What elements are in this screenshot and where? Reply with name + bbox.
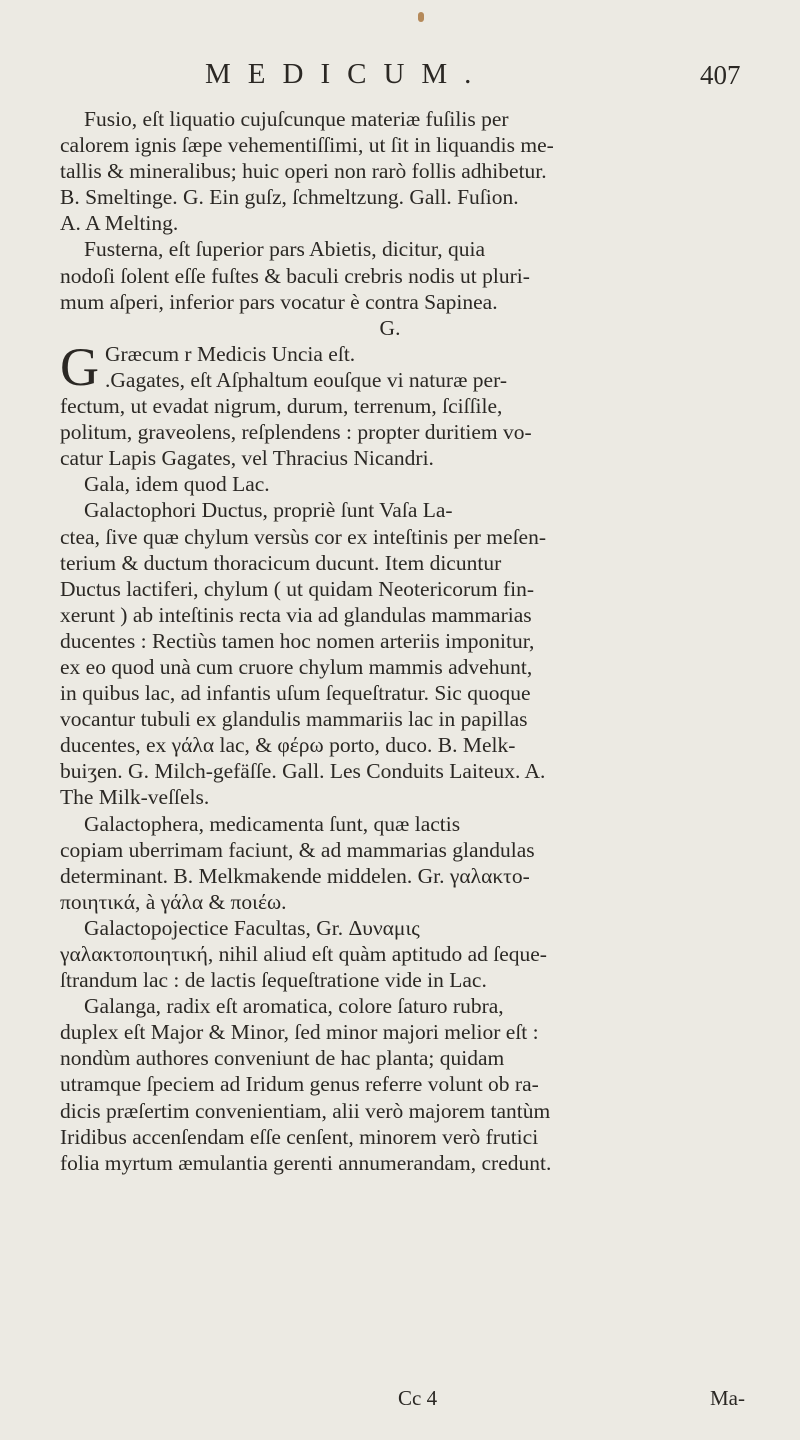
text-line: Galactophera, medicamenta ſunt, quæ lactis [84, 811, 461, 836]
text-line: ducentes : Rectiùs tamen hoc nomen arteriis imponitur, [60, 628, 535, 653]
text-line: Iridibus accenſendam eſſe cenſent, minorem verò frutici [60, 1124, 539, 1149]
text-line: ſtrandum lac : de lactis ſequeſtratione vide in Lac. [60, 968, 487, 993]
text-line: calorem ignis ſæpe vehementiſſimi, ut ſit in liquandis me- [60, 133, 554, 158]
text-line: politum, graveolens, reſplendens : propter duritiem vo- [60, 420, 532, 445]
text-line: The Milk-veſſels. [60, 785, 210, 810]
text-line: Galanga, radix eſt aromatica, colore ſaturo rubra, [84, 994, 504, 1019]
text-line: .Gagates, eſt Aſphaltum eouſque vi naturæ per- [105, 367, 507, 392]
text-line: Ductus lactiferi, chylum ( ut quidam Neotericorum fin- [60, 576, 535, 601]
text-line: fectum, ut evadat nigrum, durum, terrenum, ſciſſile, [60, 394, 503, 419]
text-line: utramque ſpeciem ad Iridum genus referre volunt ob ra- [60, 1072, 539, 1097]
drop-cap: G [60, 336, 99, 397]
text-line: copiam uberrimam faciunt, & ad mammarias glandulas [60, 837, 535, 862]
text-line: Fusio, eſt liquatio cujuſcunque materiæ fuſilis per [84, 107, 509, 131]
text-line: dicis præſertim convenientiam, alii verò majorem tantùm [60, 1098, 551, 1123]
text-line: ex eo quod unà cum cruore chylum mammis advehunt, [60, 654, 533, 679]
text-line: nodoſi ſolent eſſe fuſtes & baculi crebris nodis ut pluri- [60, 263, 530, 288]
catchword: Ma- [710, 1386, 745, 1410]
text-line: mum aſperi, inferior pars vocatur è contra Sapinea. [60, 289, 498, 314]
text-line: duplex eſt Major & Minor, ſed minor majori melior eſt : [60, 1020, 539, 1045]
text-body [60, 106, 760, 1176]
text-line: terium & ductum thoracicum ducunt. Item dicuntur [60, 550, 502, 575]
text-line: ctea, ſive quæ chylum versùs cor ex inteſtinis per meſen- [60, 524, 546, 549]
signature-mark: Cc 4 [398, 1386, 438, 1410]
text-line: folia myrtum æmulantia gerenti annumerandam, credunt. [60, 1150, 552, 1175]
text-line: buiʒen. G. Milch-gefäſſe. Gall. Les Conduits Laiteux. A. [60, 759, 546, 784]
text-line: nondùm authores conveniunt de hac planta; quidam [60, 1046, 505, 1071]
text-line: in quibus lac, ad infantis uſum ſequeſtratur. Sic quoque [60, 681, 531, 706]
text-line: Gala, idem quod Lac. [84, 472, 270, 497]
text-line: Galactopojectice Facultas, Gr. Δυναμις [84, 915, 420, 940]
text-line: γαλακτοποιητική, nihil aliud eſt quàm aptitudo ad ſeque- [60, 942, 547, 966]
text-line: tallis & mineralibus; huic operi non rarò follis adhibetur. [60, 159, 547, 184]
text-line: catur Lapis Gagates, vel Thracius Nicandri. [60, 446, 434, 471]
page-footer [0, 1386, 800, 1416]
running-header [0, 58, 800, 98]
text-line: Galactophori Ductus, propriè ſunt Vaſa La- [84, 498, 453, 523]
text-line: xerunt ) ab inteſtinis recta via ad glandulas mammarias [60, 602, 532, 627]
text-line: determinant. B. Melkmakende middelen. Gr. γαλακτο- [60, 863, 530, 888]
running-title: MEDICUM. [205, 58, 489, 90]
text-line: B. Smeltinge. G. Ein guſz, ſchmeltzung. Gall. Fuſion. [60, 185, 519, 210]
text-line: Græcum r Medicis Uncia eſt. [105, 341, 356, 366]
page-number: 407 [700, 60, 741, 90]
text-line: ποιητικά, à γάλα & ποιέω. [60, 889, 287, 914]
text-line: A. A Melting. [60, 211, 179, 236]
ink-speck [418, 12, 424, 22]
text-line: vocantur tubuli ex glandulis mammariis lac in papillas [60, 707, 528, 732]
section-letter: G. [379, 315, 401, 340]
dropcap-block [60, 336, 760, 397]
text-line: Fusterna, eſt ſuperior pars Abietis, dicitur, quia [84, 237, 485, 262]
text-line: ducentes, ex γάλα lac, & φέρω porto, duco. B. Melk- [60, 733, 516, 758]
